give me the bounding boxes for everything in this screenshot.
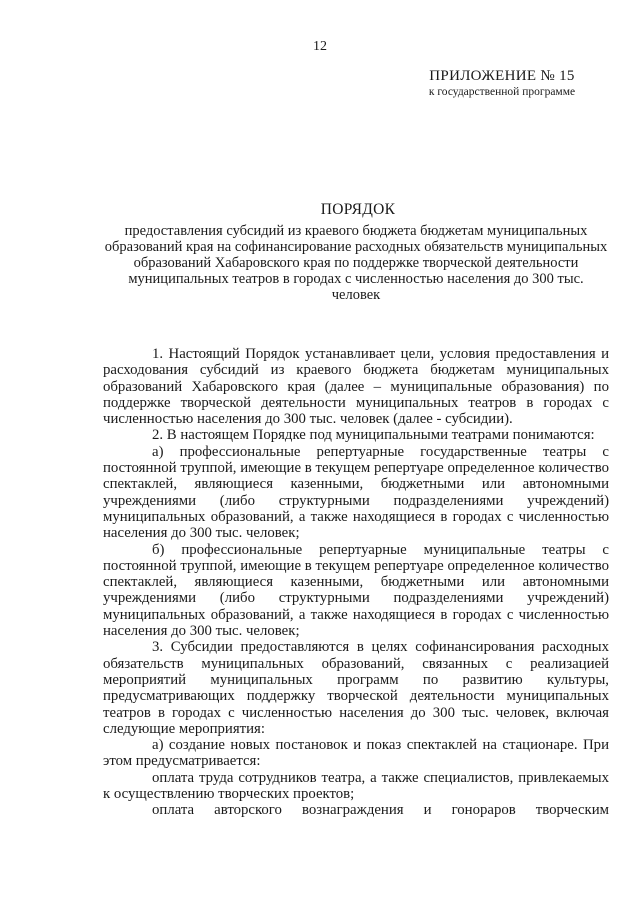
paragraph-3: 3. Субсидии предоставляются в целях софинансирования расходных обязательств муниципальных образований, связанных с реализацией мероприятий муниципальных программ по развитию культуры, предусматривающих поддержку творческой деятельности муниципальных театров в городах с численностью населения до 300 тыс. человек, включая следующие мероприятия: [103, 639, 609, 737]
paragraph-2a: а) профессиональные репертуарные государственные театры с постоянной труппой, имеющие в текущем репертуаре определенное количество спектаклей, являющиеся казенными, бюджетными или автономными учреждениями (либо структурными подразделениями учреждений) муниципальных образований, а также находящиеся в городах с численностью населения до 300 тыс. человек; [103, 443, 609, 542]
document-subtitle: предоставления субсидий из краевого бюджета бюджетам муниципальных образований края на софинансирование расходных обязательств муниципальных образований Хабаровского края по поддержке творческой деятельности муниципальных театров в городах с численностью населения до 300 тыс. человек [104, 223, 608, 303]
document-body [103, 346, 609, 819]
paragraph-1: 1. Настоящий Порядок устанавливает цели, условия предоставления и расходования субсидий из краевого бюджета бюджетам муниципальных образований Хабаровского края (далее – муниципальные образования) по поддержке творческой деятельности муниципальных театров в городах с численностью населения до 300 тыс. человек (далее - субсидии). [103, 346, 609, 428]
paragraph-3a-item-1: оплата труда сотрудников театра, а также специалистов, привлекаемых к осуществлению творческих проектов; [103, 769, 609, 803]
appendix-header [372, 68, 632, 98]
appendix-title: ПРИЛОЖЕНИЕ № 15 [429, 68, 575, 84]
page-number: 12 [313, 39, 327, 54]
paragraph-3a: а) создание новых постановок и показ спектаклей на стационаре. При этом предусматривается: [103, 737, 609, 770]
document-title: ПОРЯДОК [320, 201, 396, 218]
paragraph-2: 2. В настоящем Порядке под муниципальными театрами понимаются: [152, 427, 595, 444]
appendix-subtitle: к государственной программе [428, 86, 576, 98]
paragraph-3a-item-2: оплата авторского вознаграждения и гонораров творческим [152, 802, 609, 819]
paragraph-2b: б) профессиональные репертуарные муниципальные театры с постоянной труппой, имеющие в текущем репертуаре определенное количество спектаклей, являющиеся казенными, бюджетными или автономными учреждениями (либо структурными подразделениями учреждений) муниципальных образований, а также находящиеся в городах с численностью населения до 300 тыс. человек; [103, 541, 609, 640]
